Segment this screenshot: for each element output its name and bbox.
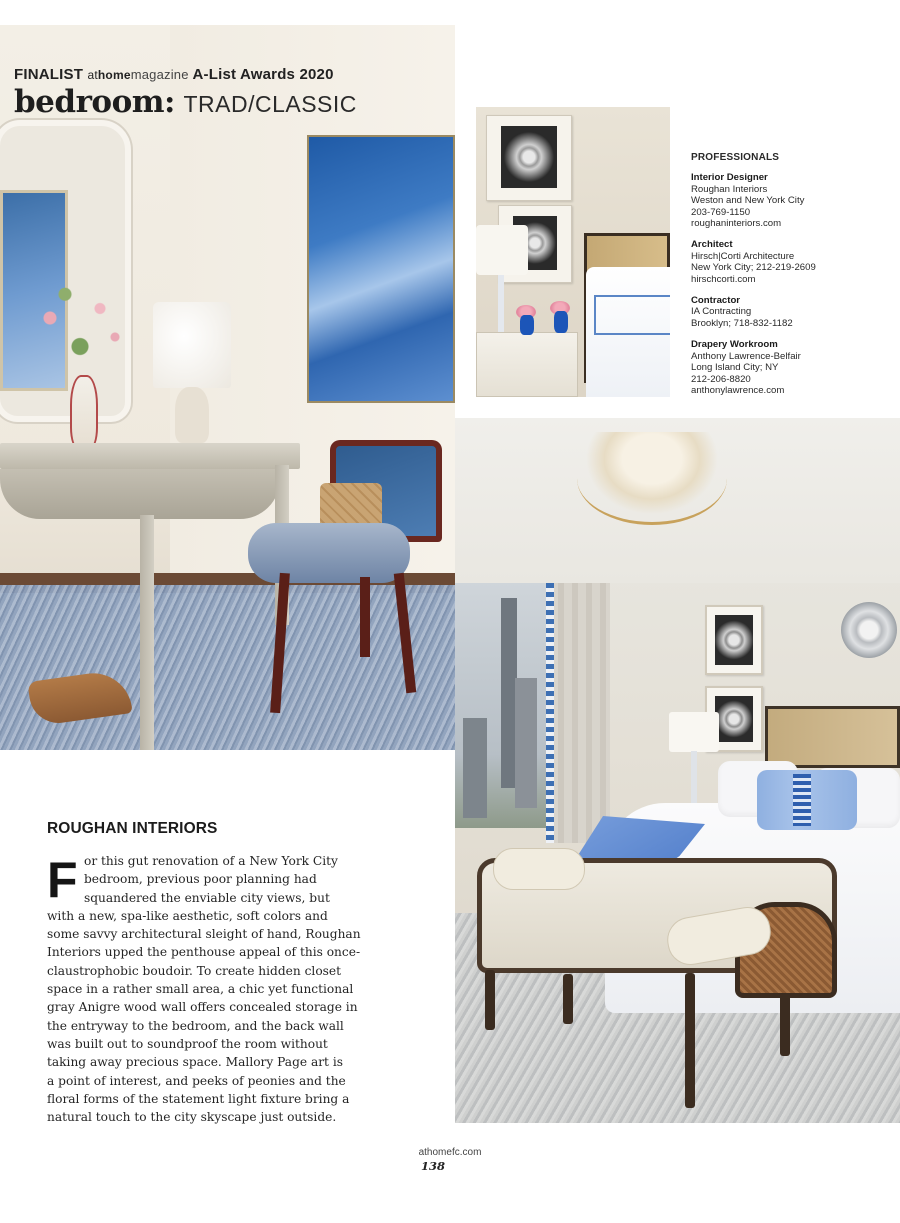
lamp-stem xyxy=(691,751,697,803)
vanity-chair-photo xyxy=(0,25,455,750)
blue-rug xyxy=(0,585,455,750)
blue-vase xyxy=(520,315,534,335)
credit-line: Brooklyn; 718-832-1182 xyxy=(691,317,793,329)
body-line: a point of interest, and peeks of peonies and the xyxy=(47,1073,346,1088)
lamp-shade xyxy=(669,712,719,752)
skyscraper xyxy=(515,678,537,808)
footer-url: athomefc.com xyxy=(418,1147,482,1158)
finalist-label: FINALIST xyxy=(14,66,84,83)
drop-cap: F xyxy=(47,852,78,908)
category-main: bedroom: xyxy=(14,84,176,120)
chair-seat xyxy=(248,523,410,583)
brand-name: home xyxy=(97,68,131,82)
body-line: some savvy architectural sleight of hand, Roughan xyxy=(47,927,361,942)
blue-abstract-painting xyxy=(307,135,455,403)
credit-role: Architect xyxy=(691,239,733,251)
credit-line: anthonylawrence.com xyxy=(691,384,785,396)
body-line: squandered the enviable city views, but xyxy=(84,890,330,905)
credit-line: Hirsch|Corti Architecture xyxy=(691,250,795,262)
magazine-brand xyxy=(87,68,130,82)
drapery xyxy=(550,583,610,843)
lamp-stem xyxy=(498,275,504,333)
credit-line: IA Contracting xyxy=(691,306,752,318)
brand-suffix: magazine xyxy=(130,67,189,82)
credit-line: Weston and New York City xyxy=(691,195,805,207)
body-line: Interiors upped the penthouse appeal of this once- xyxy=(47,945,361,960)
chair-leg xyxy=(360,577,370,657)
body-line: claustrophobic boudoir. To create hidden closet xyxy=(47,963,342,978)
credit-role: Contractor xyxy=(691,295,741,307)
article-body xyxy=(47,852,361,1126)
credit-group xyxy=(691,172,896,229)
brand-prefix: at xyxy=(87,68,98,82)
body-line: space in a rather small area, a chic yet functional xyxy=(47,982,354,997)
credit-line: Anthony Lawrence-Belfair xyxy=(691,350,801,362)
credit-line: Roughan Interiors xyxy=(691,183,768,195)
bench-leg xyxy=(780,994,790,1056)
bolster-pillow xyxy=(493,848,585,890)
lamp-base xyxy=(175,387,209,443)
framed-peony-print xyxy=(705,605,763,675)
floral-light-fixture xyxy=(577,432,727,525)
credit-line: 203-769-1150 xyxy=(691,206,751,218)
bench-leg xyxy=(485,970,495,1030)
category-title xyxy=(14,84,357,120)
nightstand xyxy=(476,332,578,397)
credit-role: Interior Designer xyxy=(691,172,768,184)
body-line: was built out to soundproof the room without xyxy=(47,1036,328,1051)
body-line: taking away precious space. Mallory Page art is xyxy=(47,1055,343,1070)
flower-arrangement xyxy=(30,280,130,375)
lamp-shade xyxy=(153,302,231,388)
credit-group xyxy=(691,339,896,396)
category-sub: TRAD/CLASSIC xyxy=(183,91,357,117)
blue-vase xyxy=(554,311,568,333)
article-title: ROUGHAN INTERIORS xyxy=(47,820,218,837)
peony-image xyxy=(715,615,753,665)
credits-heading: PROFESSIONALS xyxy=(691,152,780,163)
pillow-band xyxy=(793,774,811,826)
bench-leg xyxy=(563,974,573,1024)
porcelain-vase xyxy=(70,375,98,450)
desk-leg xyxy=(140,515,154,750)
sunburst-mirror xyxy=(841,602,897,658)
lamp-shade xyxy=(476,225,528,275)
skyscraper xyxy=(463,718,487,818)
bedside-photo xyxy=(476,107,670,397)
page-number: 138 xyxy=(420,1159,445,1173)
body-line: the entryway to the bedroom, and the back wall xyxy=(47,1018,344,1033)
body-line: bedroom, previous poor planning had xyxy=(84,872,317,887)
award-name: A-List Awards 2020 xyxy=(192,66,334,83)
framed-peony-print xyxy=(486,115,572,201)
credit-line: Long Island City; NY xyxy=(691,362,779,374)
body-line: with a new, spa-like aesthetic, soft colors and xyxy=(47,908,328,923)
professionals-credits xyxy=(691,152,896,406)
credit-group xyxy=(691,295,896,329)
credit-role: Drapery Workroom xyxy=(691,339,778,351)
credit-line: New York City; 212-219-2609 xyxy=(691,262,816,274)
pillow-trim xyxy=(594,295,670,335)
peony-image xyxy=(501,126,557,188)
peony-image xyxy=(715,696,753,742)
vanity-desk-top xyxy=(0,443,300,469)
credit-line: hirschcorti.com xyxy=(691,273,756,285)
bench-leg xyxy=(685,973,695,1108)
headboard xyxy=(765,706,900,768)
finalist-line xyxy=(14,66,334,83)
vanity-desk-skirt xyxy=(0,469,280,519)
credit-line: 212-206-8820 xyxy=(691,373,751,385)
body-line: natural touch to the city skyscape just outside. xyxy=(47,1110,337,1125)
body-line: or this gut renovation of a New York City xyxy=(84,854,338,868)
bedroom-photo xyxy=(455,418,900,1123)
body-line: gray Anigre wood wall offers concealed storage in xyxy=(47,1000,358,1015)
credit-line: roughaninteriors.com xyxy=(691,218,782,230)
body-line: floral forms of the statement light fixture bring a xyxy=(47,1091,350,1106)
drapery-trim xyxy=(546,583,554,843)
credit-group xyxy=(691,239,896,285)
